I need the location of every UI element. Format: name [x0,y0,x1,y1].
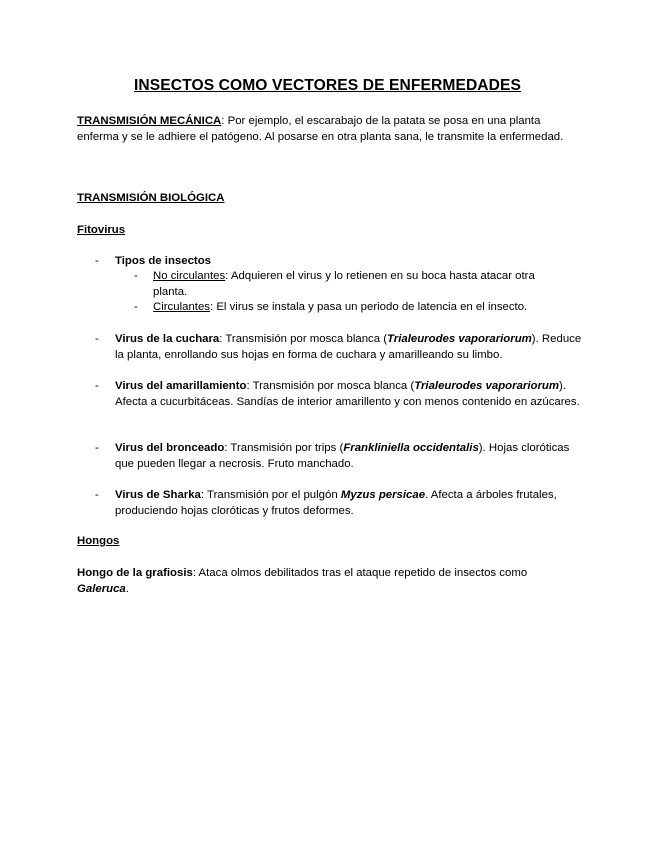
bullet-dash: - [95,442,99,454]
virus-amarillamiento-text-2: ). Afecta a cucurbitáceas. Sandías de interior amarillento y con menos contenido en azúcares. [115,380,580,408]
hongos-heading: Hongos [77,535,120,547]
grafiosis-paragraph [77,565,577,597]
page-title: INSECTOS COMO VECTORES DE ENFERMEDADES [133,77,522,94]
bullet-dash: - [95,333,99,345]
virus-sharka-text-1: : Transmisión por el pulgón [200,489,341,501]
virus-amarillamiento-name: Virus del amarillamiento [115,380,247,392]
circulantes-text: : El virus se instala y pasa un periodo de latencia en el insecto. [209,301,528,313]
virus-amarillamiento-text-1: : Transmisión por mosca blanca ( [246,380,415,392]
bullet-dash: - [95,489,99,501]
no-circulantes-term: No circulantes [153,270,226,282]
virus-sharka-name: Virus de Sharka [115,489,201,501]
virus-bronceado-species: Frankliniella occidentalis [343,442,479,454]
bullet-dash: - [95,380,99,392]
grafiosis-text-1: : Ataca olmos debilitados tras el ataque repetido de insectos como [192,567,528,579]
virus-cuchara-species: Trialeurodes vaporariorum [387,333,532,345]
grafiosis-text-2: . [125,583,129,595]
virus-sharka-species: Myzus persicae [340,489,426,501]
no-circulantes-text: : Adquieren el virus y lo retienen en su boca hasta atacar otra planta. [153,270,535,298]
virus-bronceado-name: Virus del bronceado [115,442,225,454]
mechanical-transmission-label: TRANSMISIÓN MECÁNICA [77,115,222,127]
virus-cuchara-text-1: : Transmisión por mosca blanca ( [219,333,388,345]
virus-bronceado-text-2: ). Hojas cloróticas que pueden llegar a necrosis. Fruto manchado. [115,442,570,470]
mechanical-transmission-text: : Por ejemplo, el escarabajo de la patata se posa en una planta enferma y se le adhiere el patógeno. Al posarse en otra planta sana, le transmite la enfermedad. [77,115,564,143]
bullet-dash: - [95,255,99,267]
circulantes-term: Circulantes [153,301,210,313]
virus-amarillamiento-species: Trialeurodes vaporariorum [414,380,559,392]
virus-cuchara-text-2: ). Reduce la planta, enrollando sus hojas en forma de cuchara y amarilleando su limbo. [115,333,582,361]
sub-bullet-dash: - [134,270,138,282]
tipos-insectos-label: Tipos de insectos [115,255,212,267]
virus-bronceado-text-1: : Transmisión por trips ( [224,442,344,454]
biological-transmission-heading: TRANSMISIÓN BIOLÓGICA [77,192,225,204]
mechanical-transmission-paragraph [77,113,577,145]
virus-sharka-text-2: . Afecta a árboles frutales, produciendo hojas cloróticas y frutos deformes. [115,489,557,517]
virus-cuchara-name: Virus de la cuchara [115,333,220,345]
sub-bullet-dash: - [134,301,138,313]
grafiosis-species: Galeruca [77,583,126,595]
fitovirus-heading: Fitovirus [77,224,126,236]
grafiosis-name: Hongo de la grafiosis [77,567,193,579]
